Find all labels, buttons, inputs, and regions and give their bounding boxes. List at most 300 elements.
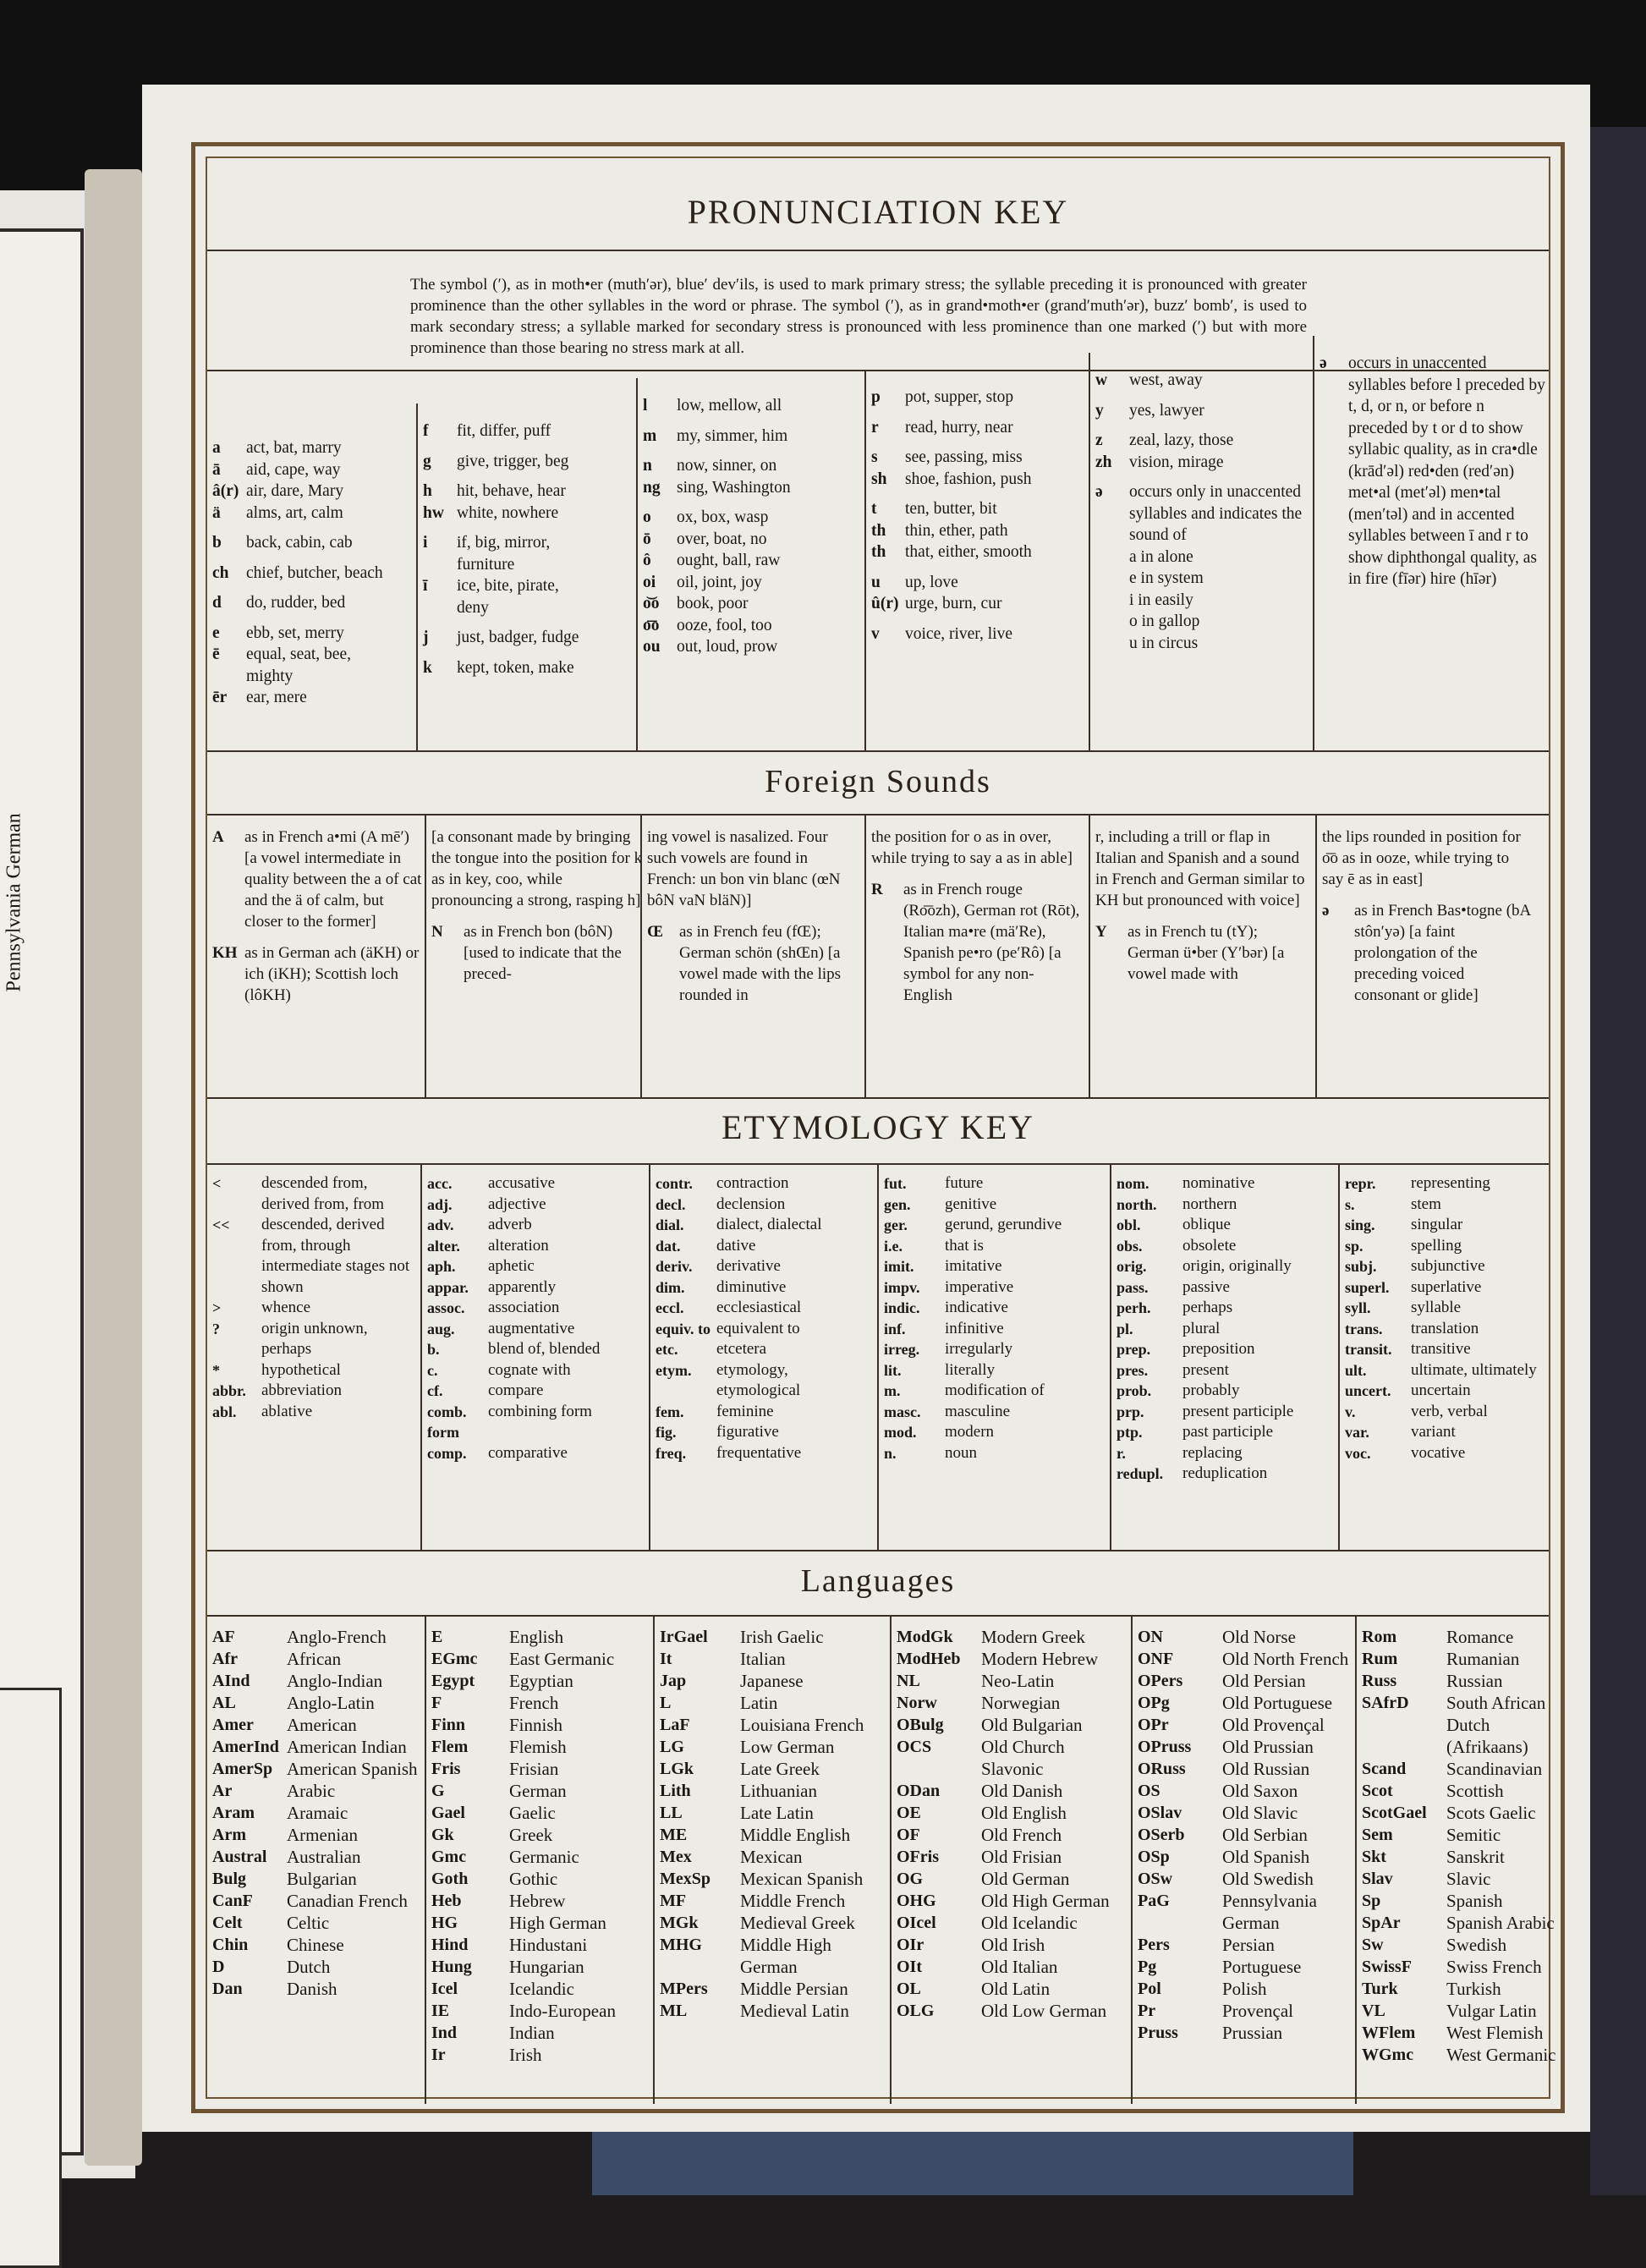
entry-symbol: Scot (1362, 1782, 1393, 1800)
entry-text: u in circus (1129, 634, 1199, 652)
entry-text: Louisiana French (740, 1715, 864, 1735)
entry-text: northern (1182, 1194, 1237, 1213)
entry-symbol: ModHeb (897, 1650, 961, 1668)
entry-text: do, rudder, bed (246, 594, 346, 612)
entry-text: urge, burn, cur (905, 595, 1002, 612)
entry-text: Norwegian (981, 1693, 1061, 1713)
pronunciation-group (423, 451, 634, 473)
language-entry (897, 1670, 1129, 1692)
entry-text: Old Provençal (1222, 1715, 1325, 1735)
entry-text: Sanskrit (1446, 1847, 1505, 1867)
entry-symbol: Mex (660, 1848, 692, 1866)
column-divider (1315, 814, 1317, 1097)
entry-symbol: ē (212, 645, 220, 663)
etymology-title: ETYMOLOGY KEY (721, 1108, 1035, 1146)
pronunciation-column (212, 437, 415, 717)
entry-symbol: mod. (884, 1424, 917, 1441)
language-entry (1138, 1802, 1353, 1824)
entry-symbol: > (212, 1299, 222, 1316)
etymology-entry (427, 1173, 647, 1194)
entry-symbol: abbr. (212, 1382, 246, 1399)
entry-symbol: n (643, 457, 652, 475)
entry-text: oblique (1182, 1216, 1231, 1233)
entry-text: uncertain (1411, 1381, 1471, 1399)
entry-symbol: MF (660, 1892, 687, 1910)
entry-text: the position for o as in over, while trying to say a as in able] (871, 828, 1073, 867)
etymology-entry (1345, 1402, 1561, 1423)
etymology-column (212, 1173, 420, 1422)
entry-text: High German (509, 1913, 606, 1933)
entry-text: blend of, blended (488, 1340, 601, 1358)
entry-text: nominative (1182, 1174, 1255, 1192)
entry-text: a in alone (1129, 547, 1193, 566)
entry-symbol: th (871, 521, 886, 540)
entry-text: give, trigger, beg (457, 452, 569, 470)
etymology-entry (1117, 1360, 1336, 1381)
entry-text: that is (945, 1236, 984, 1255)
entry-symbol: HG (431, 1914, 458, 1932)
entry-text: as in French bon (bôN) [used to indicate that the preced- (464, 923, 622, 983)
entry-symbol: j (423, 629, 429, 646)
entry-text: aid, cape, way (246, 460, 341, 479)
etymology-entry (212, 1319, 420, 1360)
rule (207, 1615, 1549, 1617)
entry-text: Lithuanian (740, 1781, 817, 1801)
pronunciation-entry (1095, 546, 1311, 568)
foreign-entry (647, 826, 859, 911)
languages-column (897, 1626, 1129, 2022)
entry-text: representing (1411, 1174, 1490, 1192)
entry-text: combining form (488, 1402, 592, 1420)
entry-text: Irish (509, 2045, 542, 2065)
entry-text: Mexican (740, 1847, 803, 1867)
pronunciation-entry (212, 623, 415, 645)
entry-text: Australian (287, 1847, 361, 1867)
entry-symbol: ou (643, 638, 661, 656)
entry-symbol: WFlem (1362, 2024, 1416, 2042)
entry-symbol: ODan (897, 1782, 941, 1800)
entry-symbol: deriv. (656, 1258, 693, 1275)
entry-symbol: AmerInd (212, 1738, 279, 1756)
etymology-entry (656, 1194, 875, 1216)
entry-text: frequentative (716, 1443, 802, 1462)
entry-text: fit, differ, puff (457, 422, 551, 440)
rule (207, 750, 1549, 752)
entry-text: comparative (488, 1443, 568, 1462)
etymology-entry (1117, 1319, 1336, 1340)
entry-text: yes, lawyer (1129, 401, 1204, 420)
pronunciation-entry (1095, 400, 1311, 422)
entry-text: adverb (488, 1216, 532, 1233)
entry-text: feminine (716, 1402, 774, 1420)
entry-text: indicative (945, 1299, 1008, 1316)
entry-text: accusative (488, 1174, 556, 1192)
entry-symbol (1095, 590, 1129, 612)
pronunciation-group (212, 532, 415, 554)
entry-text: cognate with (488, 1360, 571, 1379)
entry-symbol: oi (643, 573, 656, 591)
etymology-entry (1117, 1443, 1336, 1464)
entry-text: compare (488, 1381, 544, 1399)
pronunciation-entry (212, 437, 415, 459)
language-entry (212, 1890, 424, 1912)
entry-text: book, poor (677, 595, 749, 612)
entry-text: Russian (1446, 1671, 1503, 1691)
entry-text: Old Serbian (1222, 1825, 1308, 1845)
entry-symbol: N (431, 923, 443, 941)
entry-symbol: redupl. (1117, 1465, 1164, 1482)
entry-symbol: OSw (1138, 1870, 1173, 1888)
pronunciation-entry (643, 615, 863, 637)
entry-symbol: u (871, 573, 881, 591)
etymology-column (884, 1173, 1108, 1463)
language-entry (1362, 2022, 1569, 2044)
entry-symbol: Pers (1138, 1936, 1170, 1954)
entry-text: Modern Hebrew (981, 1649, 1099, 1669)
entry-symbol: Lith (660, 1782, 691, 1800)
pronunciation-entry (871, 387, 1087, 409)
entry-symbol: obs. (1117, 1237, 1143, 1255)
entry-symbol: MPers (660, 1980, 708, 1998)
entry-symbol: Slav (1362, 1870, 1393, 1888)
entry-text: Medieval Greek (740, 1913, 855, 1933)
pronunciation-group (871, 623, 1087, 645)
language-entry (1138, 1648, 1353, 1670)
pronunciation-entry (423, 481, 634, 502)
entry-text: modern (945, 1423, 995, 1441)
pronunciation-entry (423, 575, 634, 597)
entry-text: Romance (1446, 1627, 1514, 1647)
foreign-entry (431, 921, 643, 985)
language-entry (897, 1890, 1129, 1912)
pronunciation-entry (212, 644, 415, 666)
entry-text: alms, art, calm (246, 503, 343, 522)
entry-symbol: OE (897, 1804, 921, 1822)
entry-text: Provençal (1222, 2001, 1293, 2021)
entry-symbol: transit. (1345, 1341, 1392, 1358)
etymology-entry (1117, 1381, 1336, 1402)
entry-symbol: m (643, 426, 657, 445)
entry-symbol: OSerb (1138, 1826, 1185, 1844)
entry-symbol: fig. (656, 1424, 677, 1441)
pronunciation-group (1095, 481, 1311, 654)
pronunciation-entry (1095, 481, 1311, 546)
etymology-entry (427, 1339, 647, 1360)
entry-text: ought, ball, raw (677, 552, 781, 569)
pronunciation-entry (212, 532, 415, 554)
pronunciation-group (871, 417, 1087, 439)
entry-text: past participle (1182, 1423, 1274, 1441)
entry-symbol: F (431, 1694, 442, 1712)
entry-symbol: Rom (1362, 1628, 1397, 1646)
entry-symbol: ch (212, 563, 229, 582)
entry-text: syllable (1411, 1299, 1462, 1316)
entry-symbol: n. (884, 1444, 897, 1462)
entry-symbol: Chin (212, 1936, 249, 1954)
entry-symbol: subj. (1345, 1258, 1377, 1275)
language-entry (897, 1714, 1129, 1736)
language-entry (1138, 1868, 1353, 1890)
language-entry (431, 1802, 656, 1824)
entry-text: see, passing, miss (905, 448, 1023, 466)
entry-text: apparently (488, 1277, 557, 1296)
column-divider (1338, 1163, 1340, 1550)
entry-symbol: lit. (884, 1361, 902, 1379)
column-divider (1131, 1615, 1133, 2104)
entry-text: Old Slavic (1222, 1803, 1298, 1823)
entry-symbol: repr. (1345, 1175, 1376, 1192)
entry-text: low, mellow, all (677, 397, 782, 415)
foreign-column (431, 826, 643, 995)
entry-text: Old French (981, 1825, 1062, 1845)
foreign-column (212, 826, 424, 1016)
entry-text: just, badger, fudge (457, 629, 579, 646)
entry-symbol (1095, 568, 1129, 590)
column-divider (1110, 1163, 1111, 1550)
entry-text: passive (1182, 1277, 1230, 1296)
etymology-entry (884, 1173, 1108, 1194)
entry-text: alteration (488, 1236, 549, 1255)
entry-symbol: MGk (660, 1914, 699, 1932)
entry-symbol: OSlav (1138, 1804, 1182, 1822)
entry-text: occurs in unaccented syllables before l preceded by t, d, or n, or before n preceded by t or d to show syllabic quality, as in cra•dle (krādʹəl) red•den (redʹən) met•al (metʹəl) men•tal (menʹtəl) and in accented syllables between ī and r to show diphthongal quality, as in fire (fīər) hire (hīər) (1348, 354, 1545, 588)
language-entry (431, 2000, 656, 2022)
entry-text: infinitive (945, 1319, 1004, 1337)
entry-text: air, dare, Mary (246, 482, 344, 500)
dictionary-page (142, 85, 1590, 2132)
page-frame (191, 142, 1565, 2113)
entry-text: Old Danish (981, 1781, 1063, 1801)
entry-symbol: perh. (1117, 1299, 1151, 1316)
entry-symbol: << (212, 1216, 230, 1233)
entry-text: Old Italian (981, 1957, 1058, 1977)
etymology-entry (884, 1360, 1108, 1381)
pronunciation-group (1320, 353, 1548, 590)
language-entry (212, 1912, 424, 1934)
entry-text: Old North French (1222, 1649, 1349, 1669)
entry-text: Old English (981, 1803, 1067, 1823)
entry-text: Middle Persian (740, 1979, 848, 1999)
language-entry (1362, 1868, 1569, 1890)
entry-symbol: Hind (431, 1936, 469, 1954)
etymology-entry (427, 1443, 647, 1464)
entry-text: Old Saxon (1222, 1781, 1298, 1801)
language-entry (431, 1692, 656, 1714)
pronunciation-group (643, 507, 863, 658)
entry-text: oil, joint, joy (677, 573, 762, 591)
pronunciation-entry (643, 593, 863, 615)
etymology-entry (427, 1194, 647, 1216)
entry-symbol: obl. (1117, 1216, 1141, 1233)
entry-symbol: trans. (1345, 1320, 1383, 1337)
entry-text: deny (457, 598, 489, 617)
language-entry (1138, 1714, 1353, 1736)
entry-symbol: A (212, 828, 224, 846)
entry-text: if, big, mirror, (457, 534, 551, 552)
entry-symbol: OG (897, 1870, 924, 1888)
languages-title: Languages (800, 1563, 956, 1599)
entry-text: ooze, fool, too (677, 616, 772, 634)
entry-symbol: KH (212, 944, 238, 962)
entry-text: as in French rouge (Ro͞ozh), German rot (Rōt), Italian ma•re (mäʹRe), Spanish pe•ro (peʹRô) [a symbol for any non-English (903, 881, 1080, 1004)
entry-symbol: Ir (431, 2046, 446, 2064)
entry-text: dative (716, 1236, 756, 1255)
entry-text: mighty (246, 667, 294, 685)
language-entry (431, 1714, 656, 1736)
entry-text: r, including a trill or flap in Italian and Spanish and a sound in French and German similar to KH but pronounced with voice] (1095, 828, 1305, 909)
entry-text: o in gallop (1129, 612, 1200, 630)
entry-text: Egyptian (509, 1671, 573, 1691)
pronunciation-entry (423, 532, 634, 554)
entry-text: derivative (716, 1257, 781, 1275)
pronunciation-column (643, 395, 863, 667)
entry-symbol: Goth (431, 1870, 469, 1888)
language-entry (1138, 1780, 1353, 1802)
entry-text: present (1182, 1360, 1229, 1379)
entry-text: Gaelic (509, 1803, 556, 1823)
entry-symbol: l (643, 397, 648, 415)
pronunciation-group (1095, 370, 1311, 392)
language-entry (660, 1912, 888, 1934)
entry-symbol: w (1095, 371, 1108, 389)
entry-text: gerund, gerundive (945, 1216, 1062, 1233)
etymology-entry (1345, 1381, 1561, 1402)
entry-symbol: p (871, 388, 881, 406)
language-entry (1138, 2000, 1353, 2022)
language-entry (1138, 1890, 1353, 1934)
entry-text: west, away (1129, 371, 1203, 389)
language-entry (897, 1934, 1129, 1956)
entry-symbol: freq. (656, 1444, 687, 1462)
language-entry (212, 1714, 424, 1736)
entry-text: Indo-European (509, 2001, 616, 2021)
entry-symbol: prob. (1117, 1382, 1152, 1399)
entry-text: plural (1182, 1319, 1221, 1337)
entry-text: abbreviation (261, 1381, 342, 1399)
language-entry (660, 1780, 888, 1802)
entry-symbol: inf. (884, 1320, 906, 1337)
entry-symbol: ORuss (1138, 1760, 1186, 1778)
column-divider (425, 814, 426, 1097)
entry-text: Swiss French (1446, 1957, 1542, 1977)
language-entry (212, 1868, 424, 1890)
language-entry (1362, 1626, 1569, 1648)
entry-symbol: OIt (897, 1958, 922, 1976)
language-entry (431, 1956, 656, 1978)
pronunciation-entry (423, 627, 634, 649)
entry-symbol: gen. (884, 1195, 911, 1213)
entry-text: stem (1411, 1194, 1441, 1213)
entry-text: Old Russian (1222, 1759, 1310, 1779)
entry-symbol: OF (897, 1826, 920, 1844)
pronunciation-group (212, 592, 415, 614)
column-divider (425, 1615, 426, 2104)
entry-symbol: s. (1345, 1195, 1355, 1213)
entry-text: as in French a•mi (A mēʹ) [a vowel intermediate in quality between the a of cat and the ä of calm, but closer to the former] (244, 828, 422, 931)
entry-symbol: d (212, 594, 222, 612)
entry-symbol: Bulg (212, 1870, 247, 1888)
pronunciation-entry (643, 477, 863, 499)
entry-text: back, cabin, cab (246, 534, 353, 552)
language-entry (660, 1802, 888, 1824)
language-entry (212, 1802, 424, 1824)
language-entry (897, 1956, 1129, 1978)
entry-symbol: a (212, 439, 221, 457)
etymology-entry (427, 1277, 647, 1299)
entry-text: hit, behave, hear (457, 482, 566, 500)
entry-symbol (1095, 546, 1129, 568)
language-entry (431, 1978, 656, 2000)
entry-text: my, simmer, him (677, 426, 788, 445)
pronunciation-entry (871, 623, 1087, 645)
language-entry (897, 1736, 1129, 1780)
entry-text: Hungarian (509, 1957, 584, 1977)
entry-symbol: comp. (427, 1444, 467, 1462)
entry-symbol: h (423, 482, 432, 500)
entry-text: Anglo-Indian (287, 1671, 383, 1691)
languages-column (660, 1626, 888, 2022)
entry-text: Scandinavian (1446, 1759, 1543, 1779)
entry-symbol: o (643, 508, 651, 526)
etymology-entry (656, 1443, 875, 1464)
entry-text: Semitic (1446, 1825, 1501, 1845)
entry-text: descended, derived from, through intermediate stages not shown (261, 1216, 410, 1296)
entry-symbol: R (871, 881, 883, 898)
entry-symbol: Ind (431, 2024, 458, 2042)
entry-text: over, boat, no (677, 530, 767, 548)
entry-symbol: Hung (431, 1958, 472, 1976)
entry-text: American Spanish (287, 1759, 418, 1779)
entry-symbol: abl. (212, 1403, 237, 1420)
etymology-entry (884, 1256, 1108, 1277)
entry-text: preposition (1182, 1340, 1255, 1358)
entry-text: noun (945, 1443, 977, 1462)
etymology-entry (1117, 1463, 1336, 1485)
entry-text: variant (1411, 1423, 1456, 1441)
entry-text: Canadian French (287, 1891, 408, 1911)
entry-symbol: LG (660, 1738, 684, 1756)
entry-symbol: OIcel (897, 1914, 936, 1932)
etymology-entry (884, 1402, 1108, 1423)
entry-symbol: EGmc (431, 1650, 478, 1668)
pronunciation-entry (643, 636, 863, 658)
entry-symbol: ? (212, 1320, 220, 1337)
entry-text: Anglo-Latin (287, 1693, 375, 1713)
background-board (1590, 127, 1646, 2195)
entry-symbol: PaG (1138, 1892, 1170, 1910)
entry-text: ing vowel is nasalized. Four such vowels are found in French: un bon vin blanc (œN bôN vaN bläN)] (647, 828, 841, 909)
entry-symbol: Sp (1362, 1892, 1381, 1910)
language-entry (1138, 1670, 1353, 1692)
entry-text: association (488, 1299, 560, 1316)
foreign-entry (647, 921, 859, 1006)
entry-text: hypothetical (261, 1360, 341, 1379)
language-entry (1362, 1912, 1569, 1934)
language-entry (1362, 1648, 1569, 1670)
language-entry (1138, 1736, 1353, 1758)
language-entry (1362, 1890, 1569, 1912)
pronunciation-column (871, 387, 1087, 653)
etymology-entry (1345, 1443, 1561, 1464)
entry-symbol: Arm (212, 1826, 246, 1844)
pronunciation-group (643, 395, 863, 417)
rule (207, 1097, 1549, 1099)
entry-text: Middle High German (740, 1935, 831, 1977)
entry-text: act, bat, marry (246, 439, 342, 457)
entry-symbol: AInd (212, 1672, 250, 1690)
entry-symbol: adj. (427, 1195, 453, 1213)
entry-symbol: OIr (897, 1936, 925, 1954)
